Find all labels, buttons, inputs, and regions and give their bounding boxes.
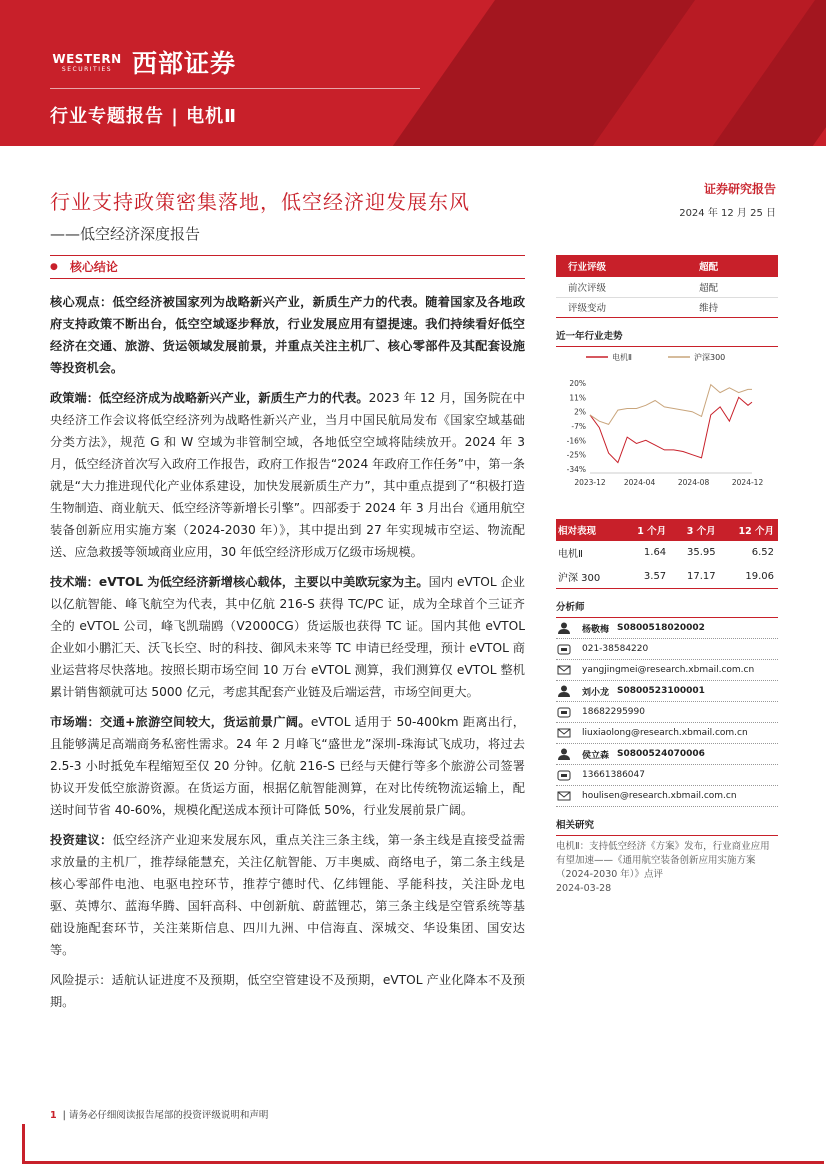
table-row: [556, 565, 778, 589]
bullet-icon: ●: [50, 262, 58, 272]
x-tick-label: 2024-08: [677, 477, 710, 487]
phone-icon: [556, 768, 572, 782]
analyst-email[interactable]: houlisen@research.xbmail.com.cn: [582, 791, 737, 801]
doc-kind: 证券研究报告: [703, 182, 776, 196]
paragraph-lead: 核心观点：: [50, 295, 113, 309]
core-paragraph: [50, 711, 525, 821]
x-tick-label: 2023-12: [574, 477, 606, 487]
trend-chart-svg: [556, 347, 778, 507]
analyst-cert: S0800524070006: [617, 749, 705, 759]
page-number: 1: [50, 1110, 57, 1121]
y-tick-label: 11%: [569, 392, 586, 402]
phone-icon: [556, 642, 572, 656]
analyst-cert: S0800518020002: [617, 623, 705, 633]
y-tick-label: -7%: [571, 421, 586, 431]
paragraph-lead: 技术端：: [50, 575, 99, 589]
perf-header: 3 个月: [670, 519, 719, 541]
paragraph-list: [50, 291, 525, 1013]
analyst-person-row: [556, 618, 778, 639]
paragraph-lead: 投资建议：: [50, 833, 113, 847]
sidebar: [556, 255, 778, 896]
paragraph-body: 低空经济产业迎来发展东风，重点关注三条主线，第一条主线是直接受益需求放量的主机厂，推荐绿能慧充，关注亿航智能、万丰奥威、商络电子，第二条主线是核心零部件电池、电驱电控环节，推荐宁德时代、亿纬锂能、孚能科技，关注卧龙电驱、英博尔、蓝海华腾、国轩高科、中创新航、蔚蓝锂芯，第三条主线是空管系统等基础设施配套环节，关注莱斯信息、四川九洲、中信海直、深城交、华设集团、国安达等。: [50, 833, 526, 957]
paragraph-body: eVTOL 适用于 50-400km 距离出行，且能够满足高端商务私密性需求。24 年 2 月峰飞“盛世龙”深圳-珠海试飞成功，将过去 2.5-3 小时抵免车程缩短至仅 20 分钟。亿航 216-S 已经与天健行等多个旅游公司签署协议开发低空旅游资源。在货运方面，根据亿航智能测算，在对比传统物流运输上，配送时间节省 40-60%，规模化配送成本预计可降低 50%，行业发展前景广阔。: [50, 715, 525, 817]
section-header: [50, 255, 525, 279]
trend-chart: [556, 347, 778, 507]
paragraph-body: 2023 年 12 月，国务院在中央经济工作会议将低空经济列为战略性新兴产业，当月中国民航局发布《国家空域基础分类方法》，规范 G 和 W 空域为非管制空域，各地低空空域将陆续放开。2024 年 3 月，低空经济首次写入政府工作报告，政府工作报告“2024 年政府工作任务”中，第一条就是“大力推进现代化产业体系建设，加快发展新质生产力”，其中重点提到了“积极打造生物制造、商业航天、低空经济等新增长引擎”。四部委于 2024 年 3 月出台《通用航空装备创新应用实施方案（2024-2030 年）》，其中提出到 27 年实现城市空运、物流配送、应急救援等领域商业应用，30 年低空经济形成万亿级市场规模。: [50, 391, 526, 559]
core-paragraph: [50, 969, 525, 1013]
analyst-name: 杨敬梅: [582, 624, 610, 635]
core-paragraph: [50, 291, 525, 379]
section-label: 核心结论: [69, 260, 118, 274]
rating-cell: 维持: [687, 297, 778, 317]
footer-disclaimer: | 请务必仔细阅读报告尾部的投资评级说明和声明: [62, 1110, 269, 1121]
series-line: [590, 397, 752, 462]
perf-header: 12 个月: [720, 519, 778, 541]
analyst-mail-row: [556, 723, 778, 744]
rating-cell: 超配: [687, 277, 778, 297]
person-icon: [556, 684, 572, 698]
analyst-phone-row: [556, 702, 778, 723]
legend-label: 电机Ⅱ: [612, 352, 632, 362]
paragraph-lead: 市场端：: [50, 715, 101, 729]
trend-heading: 近一年行业走势: [556, 318, 778, 347]
perf-cell: 电机Ⅱ: [558, 549, 583, 560]
table-row: [556, 277, 778, 297]
table-row: [556, 297, 778, 317]
analyst-email[interactable]: liuxiaolong@research.xbmail.com.cn: [582, 728, 748, 738]
analyst-person-row: [556, 681, 778, 702]
page-corner-rule: [22, 1124, 824, 1164]
perf-header: 1 个月: [621, 519, 670, 541]
rating-header-label: 行业评级: [556, 255, 687, 277]
perf-cell: 19.06: [720, 565, 778, 589]
logo-en-bottom: SECURITIES: [61, 65, 113, 73]
logo-cn: 西部证券: [132, 49, 237, 78]
paragraph-lead: 政策端：: [50, 391, 100, 405]
paragraph-lead: 风险提示：: [50, 973, 112, 987]
footer: [50, 1107, 268, 1121]
company-logo: [50, 44, 236, 80]
rating-cell: 评级变动: [556, 297, 687, 317]
page-title: 行业支持政策密集落地，低空经济迎发展东风: [50, 190, 470, 214]
header-banner: [0, 0, 826, 146]
logo-en-top: WESTERN: [52, 51, 122, 66]
doc-date: 2024 年 12 月 25 日: [679, 208, 776, 219]
analyst-phone: 18682295990: [582, 707, 645, 717]
report-type: 行业专题报告 | 电机Ⅱ: [50, 106, 237, 127]
legend-label: 沪深300: [694, 352, 726, 362]
analyst-phone: 13661386047: [582, 770, 645, 780]
related-text: 电机Ⅱ：支持低空经济《方案》发布，行业商业应用有望加速——《通用航空装备创新应用实施方案（2024-2030 年）》点评: [556, 841, 770, 880]
y-tick-label: 20%: [569, 378, 586, 388]
perf-header: 相对表现: [556, 519, 621, 541]
analyst-person-row: [556, 744, 778, 765]
perf-cell: 6.52: [751, 547, 774, 558]
paragraph-body: 国内 eVTOL 企业以亿航智能、峰飞航空为代表，其中亿航 216-S 获得 TC/PC 证，成为全球首个三证齐全的 eVTOL 公司，峰飞凯瑞鸥（V2000CG）货运版也获得 TC 证。国内其他 eVTOL 企业如小鹏汇天、沃飞长空、时的科技、御风未来等 TC 申请已经受理，预计 eVTOL 商业运营将尽快落地。按照长期市场空间 10 万台 eVTOL 测算，我们测算仅 eVTOL 整机累计销售额就可达 5000 亿元，考虑其配套产业链及后端运营，市场空间更大。: [50, 575, 525, 699]
email-icon: [556, 663, 572, 677]
analyst-phone-row: [556, 639, 778, 660]
perf-cell: 沪深 300: [556, 565, 621, 589]
table-row: [556, 541, 778, 565]
x-tick-label: 2024-12: [731, 477, 764, 487]
perf-cell: 17.17: [670, 565, 719, 589]
core-conclusion: [50, 255, 525, 1021]
y-tick-label: -25%: [566, 450, 586, 460]
analyst-email[interactable]: yangjingmei@research.xbmail.com.cn: [582, 665, 755, 675]
perf-cell: 35.95: [687, 547, 716, 558]
perf-cell: 1.64: [643, 547, 667, 558]
analyst-name: 刘小龙: [582, 687, 610, 698]
related-research: [556, 840, 778, 896]
analyst-phone-row: [556, 765, 778, 786]
email-icon: [556, 789, 572, 803]
paragraph-body: 适航认证进度不及预期，低空空管建设不及预期，eVTOL 产业化降本不及预期。: [50, 973, 525, 1009]
paragraph-emphasis: 交通+旅游空间较大，货运前景广阔。: [100, 715, 311, 729]
core-paragraph: [50, 387, 525, 563]
perf-cell: 3.57: [621, 565, 670, 589]
email-icon: [556, 726, 572, 740]
page-subtitle: ——低空经济深度报告: [50, 225, 201, 243]
analyst-mail-row: [556, 660, 778, 681]
rating-table: [556, 255, 778, 318]
paragraph-emphasis: 低空经济成为战略新兴产业，新质生产力的代表。: [99, 391, 369, 405]
person-icon: [556, 747, 572, 761]
related-date: 2024-03-28: [556, 883, 612, 894]
analyst-cert: S0800523100001: [617, 686, 705, 696]
phone-icon: [556, 705, 572, 719]
y-tick-label: -34%: [566, 464, 586, 474]
y-tick-label: 2%: [574, 407, 586, 417]
paragraph-emphasis: 低空经济被国家列为战略新兴产业，新质生产力的代表。随着国家及各地政府支持政策不断出台，低空空域逐步释放，行业发展应用有望提速。我们持续看好低空经济在交通、旅游、货运领域发展前景，并重点关注主机厂、核心零部件及其配套设施等投资机会。: [50, 295, 526, 375]
related-heading: 相关研究: [556, 807, 778, 836]
core-paragraph: [50, 571, 525, 703]
paragraph-emphasis: eVTOL 为低空经济新增核心载体，主要以中美欧玩家为主。: [98, 575, 429, 589]
person-icon: [556, 621, 572, 635]
analyst-name: 侯立森: [582, 750, 610, 761]
analyst-list: [556, 618, 778, 807]
rating-header-value: 超配: [687, 255, 778, 277]
header-divider: [50, 88, 420, 89]
logo-mark: [50, 52, 124, 73]
analyst-mail-row: [556, 786, 778, 807]
analyst-phone: 021-38584220: [582, 644, 649, 654]
rating-cell: 前次评级: [556, 277, 687, 297]
analyst-heading: 分析师: [556, 589, 778, 618]
y-tick-label: -16%: [566, 435, 586, 445]
performance-table: [556, 519, 778, 590]
core-paragraph: [50, 829, 525, 961]
x-tick-label: 2024-04: [623, 477, 656, 487]
